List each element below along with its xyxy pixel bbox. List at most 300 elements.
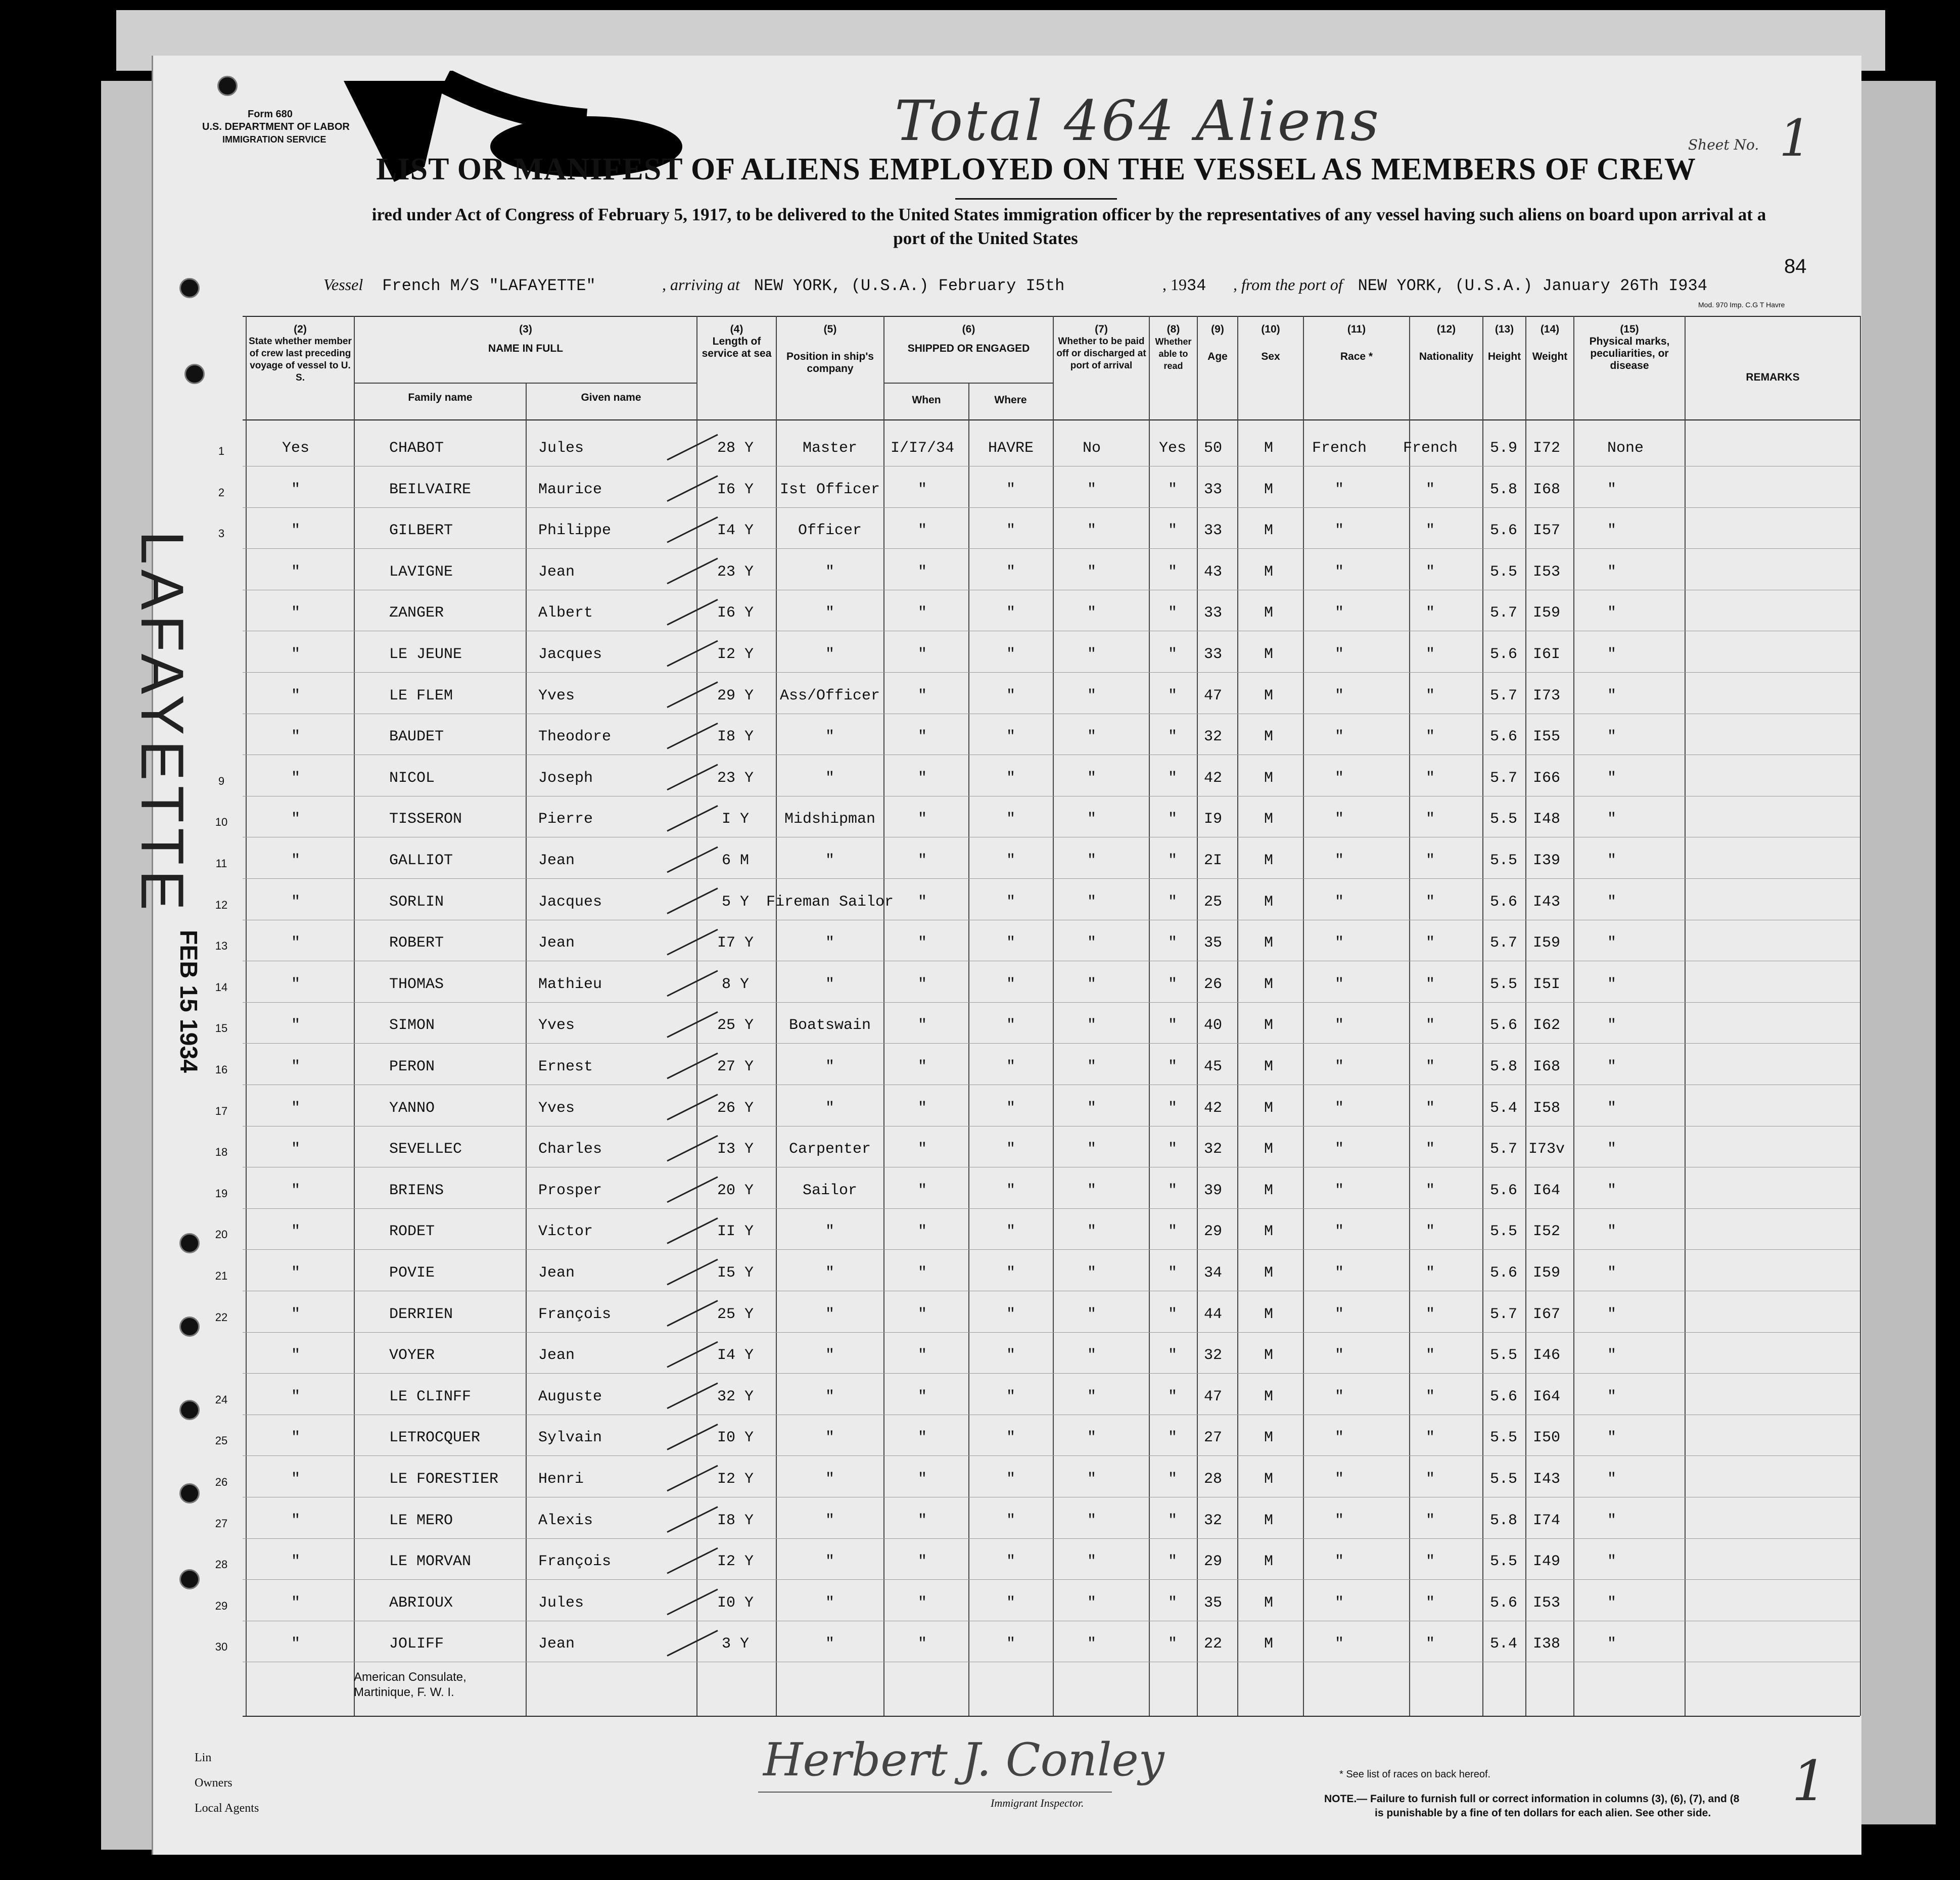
check-mark [667,888,718,914]
column-rule [1409,316,1410,1716]
cell-age: 34 [1203,1264,1223,1282]
cell-marks: " [1607,1182,1617,1199]
cell-position: " [825,934,835,952]
cell-service: 8 Y [721,975,750,993]
cell-height: 5.5 [1489,852,1518,869]
cell-service: I2 Y [717,1471,754,1488]
consulate-stamp-line1: American Consulate, [354,1670,466,1684]
check-mark [667,599,718,625]
cell-where: " [1006,769,1016,787]
row-rule [243,1373,1860,1374]
cell-family: LE CLINFF [389,1388,472,1405]
cell-weight: I74 [1532,1512,1561,1529]
cell-sex: M [1264,1388,1274,1405]
cell-nat: " [1425,893,1435,911]
manifest-title: LIST OR MANIFEST OF ALIENS EMPLOYED ON THE VESSEL AS MEMBERS OF CREW [376,152,1696,186]
cell-paid: " [1087,769,1097,787]
arriving-port: NEW YORK, (U.S.A.) February I5th [754,276,1065,295]
col-12-header: (12) Nationality [1419,323,1474,362]
cell-position: Boatswain [788,1017,871,1035]
signature-rule [758,1792,1112,1793]
cell-age: 28 [1203,1471,1223,1488]
row-number: 2 [218,486,225,499]
cell-sex: M [1264,728,1274,746]
owners-label: Owners [195,1776,232,1790]
col-9-header: (9) Age [1207,323,1228,362]
cell-nat: " [1425,1141,1435,1158]
cell-where: " [1006,1429,1016,1447]
cell-race: " [1334,646,1344,663]
cell-given: Victor [538,1223,593,1241]
cell-race: " [1334,687,1344,704]
cell-weight: I43 [1532,1471,1561,1488]
cell-race: French [1312,440,1367,457]
cell-paid: " [1087,1182,1097,1199]
cell-position: " [825,1429,835,1447]
cell-marks: " [1607,1347,1617,1365]
cell-voy: " [291,563,301,581]
cell-family: SIMON [389,1017,435,1035]
column-rule [1053,316,1054,1716]
col-10-header: (10) Sex [1261,323,1280,362]
check-mark [667,558,718,584]
cell-height: 5.5 [1489,563,1518,581]
cell-voy: " [291,1347,301,1365]
row-number: 12 [215,898,228,911]
row-rule [243,1002,1860,1003]
cell-family: LE JEUNE [389,646,462,663]
cell-service: I3 Y [717,1141,754,1158]
cell-when: " [917,1058,927,1075]
cell-age: 47 [1203,687,1223,704]
column-rule [1303,316,1304,1716]
cell-sex: M [1264,1141,1274,1158]
cell-service: 28 Y [717,440,754,457]
cell-position: Fireman Sailor [766,893,894,911]
cell-paid: " [1087,1471,1097,1488]
cell-nat: " [1425,522,1435,540]
check-mark [667,1012,718,1037]
sheet-number: 1 [1779,109,1811,168]
under-sheet-right [1850,81,1936,1824]
cell-voy: " [291,1471,301,1488]
cell-paid: " [1087,563,1097,581]
cell-voy: " [291,1223,301,1241]
cell-paid: " [1087,1388,1097,1405]
cell-read: " [1168,563,1178,581]
check-mark [667,641,718,666]
cell-sex: M [1264,852,1274,869]
cell-voy: " [291,604,301,622]
cell-read: " [1168,1429,1178,1447]
cell-given: Theodore [538,728,612,746]
cell-where: " [1006,1553,1016,1571]
cell-when: " [917,1388,927,1405]
cell-paid: " [1087,1553,1097,1571]
cell-race: " [1334,1429,1344,1447]
cell-age: 44 [1203,1305,1223,1323]
cell-service: 23 Y [717,769,754,787]
row-number: 10 [215,816,228,829]
cell-family: DERRIEN [389,1305,453,1323]
col-11-header: (11) Race * [1340,323,1373,362]
check-mark [667,847,718,872]
col-14-header: (14) Weight [1532,323,1568,362]
cell-position: " [825,1099,835,1117]
under-sheet-left [101,81,152,1850]
cell-sex: M [1264,1305,1274,1323]
page-number: 84 [1784,255,1807,277]
cell-sex: M [1264,481,1274,498]
check-mark [667,1301,718,1326]
cell-voy: " [291,728,301,746]
cell-sex: M [1264,646,1274,663]
cell-voy: " [291,687,301,704]
cell-height: 5.7 [1489,604,1518,622]
inspector-label: Immigrant Inspector. [991,1797,1084,1809]
binder-hole [179,1400,200,1420]
cell-given: Albert [538,604,593,622]
cell-where: " [1006,481,1016,498]
cell-read: " [1168,1553,1178,1571]
cell-weight: I73v [1528,1141,1565,1158]
cell-weight: I58 [1532,1099,1561,1117]
cell-service: 27 Y [717,1058,754,1075]
cell-marks: " [1607,975,1617,993]
cell-marks: " [1607,1264,1617,1282]
col-13-header: (13) Height [1487,323,1521,362]
cell-race: " [1334,728,1344,746]
cell-given: François [538,1305,612,1323]
cell-where: " [1006,1471,1016,1488]
cell-sex: M [1264,1512,1274,1529]
cell-marks: " [1607,563,1617,581]
cell-age: 33 [1203,646,1223,663]
row-number: 20 [215,1228,228,1241]
table-bottom-rule [243,1716,1860,1717]
cell-marks: " [1607,769,1617,787]
check-mark [667,723,718,748]
cell-when: " [917,1553,927,1571]
column-rule [883,316,884,1716]
cell-given: Auguste [538,1388,602,1405]
column-rule [526,383,527,1716]
cell-paid: " [1087,811,1097,828]
cell-sex: M [1264,1182,1274,1199]
col-6-when-sub: When [912,394,941,406]
cell-voy: " [291,811,301,828]
cell-read: " [1168,1594,1178,1612]
row-number: 26 [215,1476,228,1488]
cell-sex: M [1264,1347,1274,1365]
cell-family: ROBERT [389,934,444,952]
cell-age: 32 [1203,1141,1223,1158]
cell-nat: " [1425,1471,1435,1488]
row-rule [243,1455,1860,1456]
cell-service: 25 Y [717,1305,754,1323]
cell-race: " [1334,893,1344,911]
cell-paid: " [1087,1594,1097,1612]
cell-service: I6 Y [717,604,754,622]
cell-race: " [1334,563,1344,581]
cell-when: " [917,1512,927,1529]
cell-when: " [917,646,927,663]
cell-voy: " [291,934,301,952]
cell-read: " [1168,481,1178,498]
check-mark [667,1177,718,1202]
cell-sex: M [1264,1553,1274,1571]
cell-family: PERON [389,1058,435,1075]
cell-voy: " [291,1264,301,1282]
year-segment [1162,275,1206,295]
cell-nat: French [1403,440,1458,457]
cell-age: 33 [1203,481,1223,498]
cell-where: " [1006,604,1016,622]
cell-family: LE FORESTIER [389,1471,499,1488]
cell-marks: " [1607,522,1617,540]
col-3-family-sub: Family name [408,392,473,403]
cell-when: " [917,1471,927,1488]
cell-when: " [917,563,927,581]
cell-read: " [1168,1017,1178,1035]
cell-height: 5.5 [1489,1553,1518,1571]
cell-service: I8 Y [717,1512,754,1529]
cell-nat: " [1425,852,1435,869]
cell-position: " [825,1058,835,1075]
cell-nat: " [1425,975,1435,993]
cell-nat: " [1425,1553,1435,1571]
cell-marks: " [1607,1429,1617,1447]
cell-marks: " [1607,852,1617,869]
col-4-header: (4) Length of service at sea [702,323,772,359]
cell-sex: M [1264,934,1274,952]
cell-sex: M [1264,1017,1274,1035]
cell-read: " [1168,934,1178,952]
cell-where: " [1006,1141,1016,1158]
cell-paid: " [1087,1347,1097,1365]
binder-hole [179,1317,200,1337]
cell-given: Jean [538,1264,575,1282]
cell-nat: " [1425,1099,1435,1117]
cell-read: " [1168,646,1178,663]
cell-where: " [1006,522,1016,540]
cell-family: LAVIGNE [389,563,453,581]
table-top-rule [243,316,1860,317]
vessel-label: Vessel [323,275,363,294]
cell-family: RODET [389,1223,435,1241]
row-number: 18 [215,1146,228,1159]
cell-where: " [1006,646,1016,663]
cell-paid: " [1087,893,1097,911]
cell-height: 5.6 [1489,1594,1518,1612]
cell-age: 27 [1203,1429,1223,1447]
row-rule [243,1249,1860,1250]
cell-read: " [1168,852,1178,869]
cell-paid: " [1087,1635,1097,1653]
cell-marks: " [1607,604,1617,622]
cell-sex: M [1264,1471,1274,1488]
cell-where: " [1006,563,1016,581]
cell-where: " [1006,1512,1016,1529]
cell-given: Prosper [538,1182,602,1199]
cell-race: " [1334,975,1344,993]
cell-height: 5.6 [1489,1264,1518,1282]
cell-height: 5.7 [1489,1305,1518,1323]
cell-position: " [825,604,835,622]
cell-age: 47 [1203,1388,1223,1405]
from-label: , from the port of [1233,275,1343,294]
row-number: 24 [215,1393,228,1406]
cell-voy: " [291,1553,301,1571]
check-mark [667,682,718,708]
cell-given: François [538,1553,612,1571]
cell-read: " [1168,522,1178,540]
cell-position: Sailor [802,1182,858,1199]
cell-age: I9 [1203,811,1223,828]
row-number: 9 [218,774,225,787]
col-7-header: (7) Whether to be paid off or discharged at port of arrival [1056,323,1146,371]
check-mark [667,1589,718,1615]
cell-family: GILBERT [389,522,453,540]
cell-paid: " [1087,1264,1097,1282]
cell-paid: " [1087,1141,1097,1158]
col-6-header: (6) SHIPPED OR ENGAGED [907,323,1030,354]
cell-marks: " [1607,687,1617,704]
cell-when: I/I7/34 [890,440,955,457]
cell-voy: " [291,1058,301,1075]
cell-age: 2I [1203,852,1223,869]
cell-weight: I53 [1532,563,1561,581]
cell-voy: " [291,1099,301,1117]
cell-height: 5.4 [1489,1635,1518,1653]
cell-when: " [917,481,927,498]
cell-height: 5.5 [1489,1429,1518,1447]
cell-nat: " [1425,934,1435,952]
cell-where: " [1006,728,1016,746]
cell-age: 29 [1203,1553,1223,1571]
cell-service: I0 Y [717,1594,754,1612]
row-number: 11 [215,857,227,870]
cell-age: 40 [1203,1017,1223,1035]
row-number: 3 [218,527,225,540]
cell-read: " [1168,769,1178,787]
cell-height: 5.7 [1489,687,1518,704]
remarks-header: REMARKS [1746,371,1800,383]
col-3-header: (3) NAME IN FULL [488,323,564,354]
check-mark [667,476,718,501]
row-rule [243,1538,1860,1539]
check-mark [667,1136,718,1161]
cell-when: " [917,975,927,993]
check-mark [667,517,718,542]
cell-marks: " [1607,646,1617,663]
cell-read: " [1168,1264,1178,1282]
cell-given: Jules [538,440,584,457]
cell-family: BAUDET [389,728,444,746]
cell-position: Master [802,440,858,457]
cell-weight: I55 [1532,728,1561,746]
cell-marks: " [1607,728,1617,746]
department-name: U.S. DEPARTMENT OF LABOR [202,121,350,132]
cell-when: " [917,1347,927,1365]
cell-family: TISSERON [389,811,462,828]
cell-weight: I50 [1532,1429,1561,1447]
cell-nat: " [1425,481,1435,498]
cell-where: " [1006,1017,1016,1035]
cell-where: " [1006,687,1016,704]
column-rule [1237,316,1238,1716]
cell-given: Ernest [538,1058,593,1075]
cell-service: 23 Y [717,563,754,581]
cell-weight: I49 [1532,1553,1561,1571]
row-rule [243,548,1860,549]
cell-family: NICOL [389,769,435,787]
corner-mark: 1 [1792,1749,1827,1813]
column-rule [776,316,777,1716]
column-rule [1685,316,1686,1716]
cell-race: " [1334,1223,1344,1241]
row-rule [243,1579,1860,1580]
column-rule [1525,316,1526,1716]
cell-paid: " [1087,1058,1097,1075]
cell-service: 26 Y [717,1099,754,1117]
cell-weight: I5I [1532,975,1561,993]
cell-family: THOMAS [389,975,444,993]
row-number: 14 [215,980,228,994]
row-number: 16 [215,1063,228,1076]
cell-position: " [825,1594,835,1612]
check-mark [667,1424,718,1449]
cell-height: 5.6 [1489,646,1518,663]
cell-nat: " [1425,1182,1435,1199]
cell-sex: M [1264,1099,1274,1117]
cell-position: " [825,1305,835,1323]
cell-height: 5.7 [1489,769,1518,787]
column-rule [1197,316,1198,1716]
cell-read: " [1168,1058,1178,1075]
cell-given: Jean [538,934,575,952]
cell-nat: " [1425,769,1435,787]
cell-race: " [1334,1182,1344,1199]
cell-nat: " [1425,687,1435,704]
cell-paid: " [1087,1429,1097,1447]
cell-marks: " [1607,1141,1617,1158]
cell-marks: " [1607,1223,1617,1241]
cell-marks: " [1607,1512,1617,1529]
cell-weight: I72 [1532,440,1561,457]
handwritten-total: Total 464 Aliens [895,88,1381,153]
check-mark [667,1053,718,1078]
row-number: 29 [215,1599,228,1612]
cell-voy: " [291,1305,301,1323]
cell-height: 5.6 [1489,893,1518,911]
arriving-label: , arriving at [662,275,740,294]
cell-race: " [1334,1471,1344,1488]
cell-sex: M [1264,604,1274,622]
row-number: 1 [218,445,225,457]
sheet-label: Sheet No. [1688,136,1759,153]
cell-given: Joseph [538,769,593,787]
check-mark [667,1095,718,1120]
row-rule [243,507,1860,508]
cell-height: 5.5 [1489,1347,1518,1365]
races-note: * See list of races on back hereof. [1339,1769,1491,1780]
inspector-signature: Herbert J. Conley [763,1733,1164,1787]
cell-sex: M [1264,563,1274,581]
cell-race: " [1334,1099,1344,1117]
cell-weight: I48 [1532,811,1561,828]
cell-given: Philippe [538,522,612,540]
